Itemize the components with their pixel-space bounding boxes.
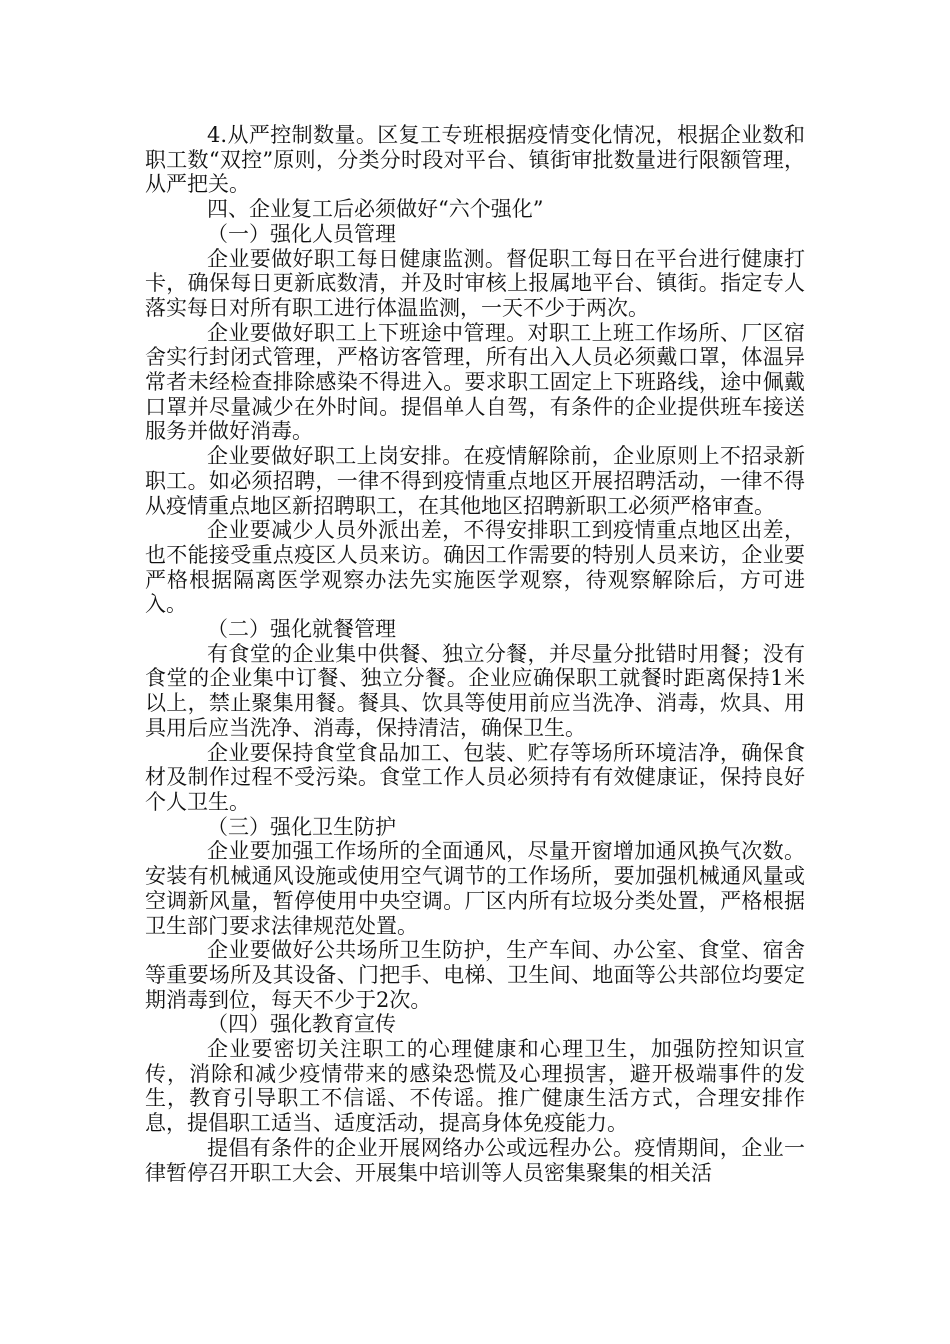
paragraph-canteen-hygiene: 企业要保持食堂食品加工、包装、贮存等场所环境洁净，确保食材及制作过程不受污染。食堂工作人员必须持有有效健康证，保持良好个人卫生。 bbox=[145, 740, 805, 814]
paragraph-canteen-meals: 有食堂的企业集中供餐、独立分餐，并尽量分批错时用餐；没有食堂的企业集中订餐、独立分餐。企业应确保职工就餐时距离保持1米以上，禁止聚集用餐。餐具、饮具等使用前应当洗净、消毒，炊具、用具用后应当洗净、消毒，保持清洁，确保卫生。 bbox=[145, 641, 805, 740]
subheading-education-publicity: （四）强化教育宣传 bbox=[207, 1012, 396, 1037]
section-heading-six-strengthen: 四、企业复工后必须做好“六个强化” bbox=[207, 197, 544, 222]
paragraph-onboarding: 企业要做好职工上岗安排。在疫情解除前，企业原则上不招录新职工。如必须招聘，一律不得到疫情重点地区开展招聘活动，一律不得从疫情重点地区新招聘职工，在其他地区招聘新职工必须严格审查。 bbox=[145, 444, 805, 518]
paragraph-mental-health: 企业要密切关注职工的心理健康和心理卫生，加强防控知识宣传，消除和减少疫情带来的感染恐慌及心理损害，避开极端事件的发生，教育引导职工不信谣、不传谣。推广健康生活方式，合理安排作息，提倡职工适当、适度活动，提高身体免疫能力。 bbox=[145, 1037, 805, 1136]
paragraph-remote-work: 提倡有条件的企业开展网络办公或远程办公。疫情期间，企业一律暂停召开职工大会、开展集中培训等人员密集聚集的相关活 bbox=[145, 1135, 805, 1185]
subheading-personnel-management: （一）强化人员管理 bbox=[207, 221, 396, 246]
paragraph-business-travel: 企业要减少人员外派出差，不得安排职工到疫情重点地区出差，也不能接受重点疫区人员来访。确因工作需要的特别人员来访，企业要严格根据隔离医学观察办法先实施医学观察，待观察解除后，方可进入。 bbox=[145, 518, 805, 617]
document-page bbox=[145, 123, 805, 1185]
paragraph-commute-management: 企业要做好职工上下班途中管理。对职工上班工作场所、厂区宿舍实行封闭式管理，严格访客管理，所有出入人员必须戴口罩，体温异常者未经检查排除感染不得进入。要求职工固定上下班路线，途中佩戴口罩并尽量减少在外时间。提倡单人自驾，有条件的企业提供班车接送服务并做好消毒。 bbox=[145, 320, 805, 444]
subheading-dining-management: （二）强化就餐管理 bbox=[207, 617, 396, 642]
paragraph-disinfection: 企业要做好公共场所卫生防护，生产车间、办公室、食堂、宿舍等重要场所及其设备、门把手、电梯、卫生间、地面等公共部位均要定期消毒到位，每天不少于2次。 bbox=[145, 938, 805, 1012]
subheading-hygiene-protection: （三）强化卫生防护 bbox=[207, 814, 396, 839]
paragraph-health-monitoring: 企业要做好职工每日健康监测。督促职工每日在平台进行健康打卡，确保每日更新底数清，并及时审核上报属地平台、镇街。指定专人落实每日对所有职工进行体温监测，一天不少于两次。 bbox=[145, 246, 805, 320]
paragraph-ventilation: 企业要加强工作场所的全面通风，尽量开窗增加通风换气次数。安装有机械通风设施或使用空气调节的工作场所，要加强机械通风量或空调新风量，暂停使用中央空调。厂区内所有垃圾分类处置，严格根据卫生部门要求法律规范处置。 bbox=[145, 839, 805, 938]
paragraph-control-quantity: 4.从严控制数量。区复工专班根据疫情变化情况，根据企业数和职工数“双控”原则，分类分时段对平台、镇街审批数量进行限额管理，从严把关。 bbox=[145, 123, 805, 197]
